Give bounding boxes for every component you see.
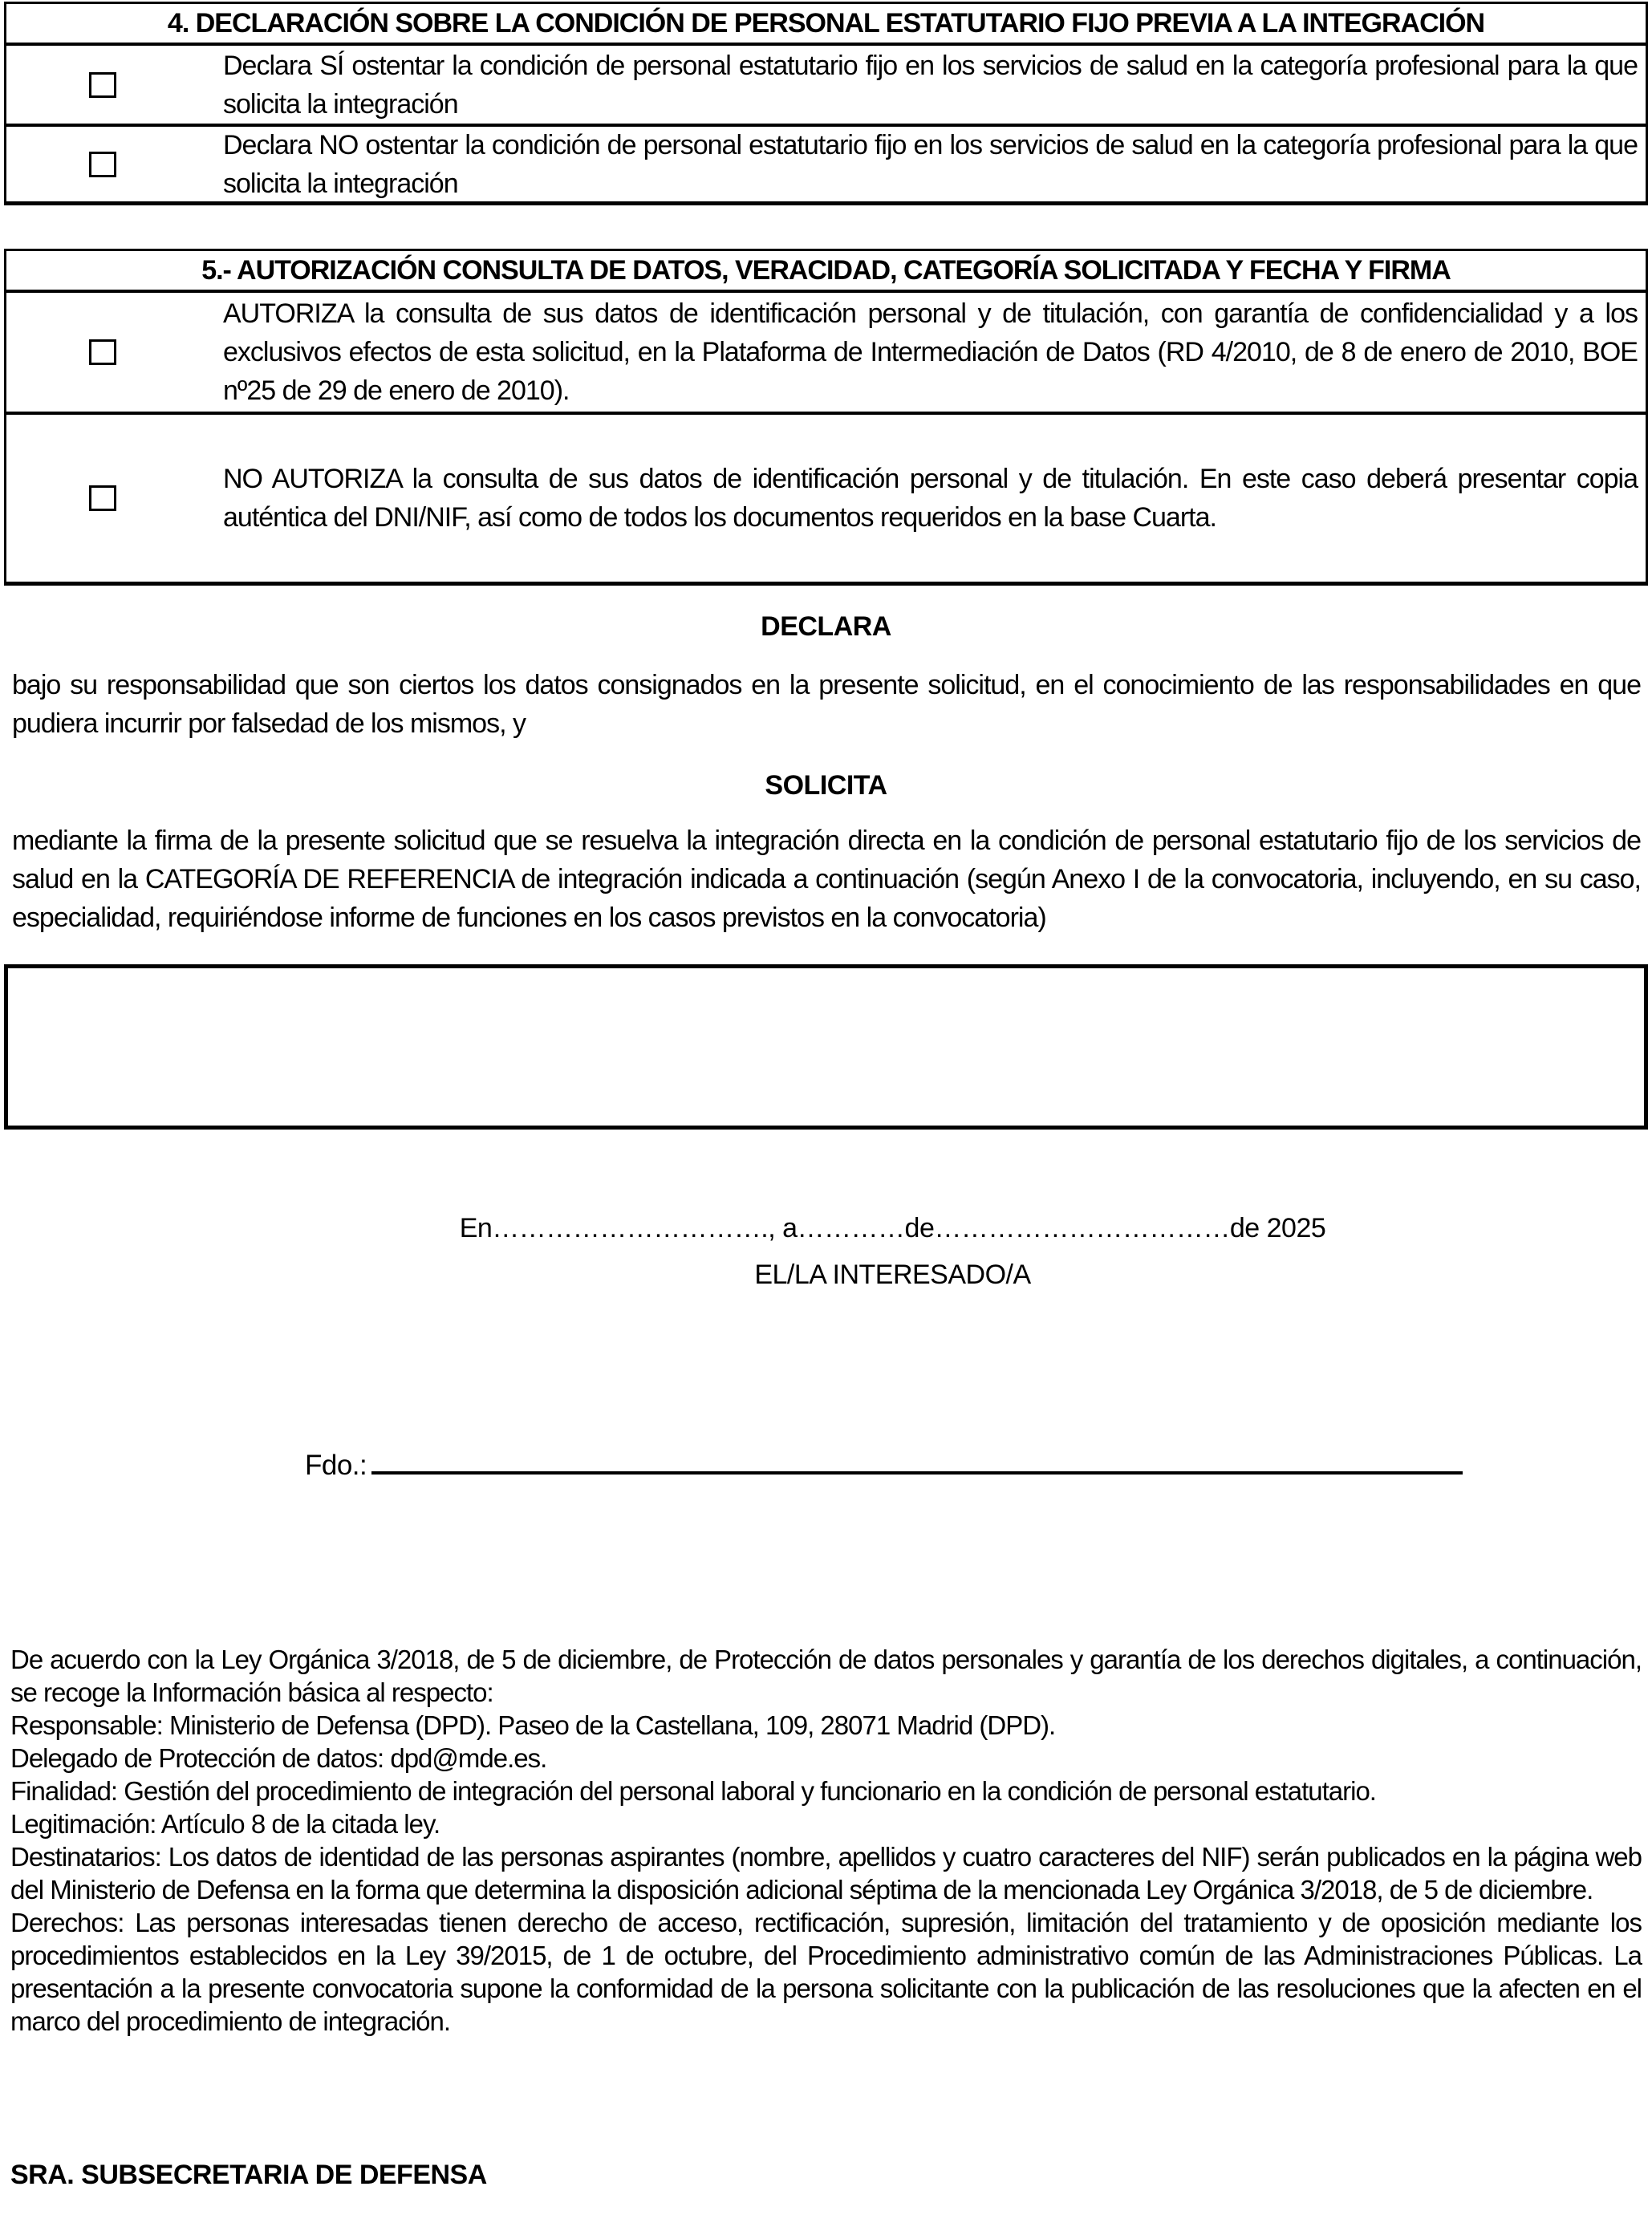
privacy-paragraph-responsable: Responsable: Ministerio de Defensa (DPD). Paseo de la Castellana, 109, 28071 Madrid (DPD). — [10, 1710, 1056, 1740]
checkbox-cell — [6, 293, 223, 412]
section-4-table — [4, 2, 1648, 205]
autoriza-text: AUTORIZA la consulta de sus datos de identificación personal y de titulación, con garantía de confidencialidad y a los exclusivos efectos de esta solicitud, en la Plataforma de Intermediación de Datos (RD 4/2010, de 8 de enero de 2010, BOE nº25 de 29 de enero de 2010). — [223, 298, 1638, 406]
fdo-label: Fdo.: — [305, 1450, 367, 1481]
table-row-declara-no — [6, 124, 1646, 201]
section-4-title: 4. DECLARACIÓN SOBRE LA CONDICIÓN DE PERSONAL ESTATUTARIO FIJO PREVIA A LA INTEGRACIÓN — [6, 4, 1646, 46]
date-fill-line[interactable]: En…………………………., a…………de……………………………de 2025 — [459, 1213, 1326, 1243]
table-row-autoriza — [6, 293, 1646, 412]
table-row-declara-si — [6, 46, 1646, 124]
checkbox-cell — [6, 46, 223, 124]
checkbox-cell — [6, 127, 223, 201]
privacy-paragraph-legitimacion: Legitimación: Artículo 8 de la citada ley. — [10, 1809, 440, 1839]
checkbox-declara-si[interactable] — [89, 72, 116, 98]
no-autoriza-text: NO AUTORIZA la consulta de sus datos de identificación personal y de titulación. En este caso deberá presentar copia auténtica del DNI/NIF, así como de todos los documentos requeridos en la base Cuarta. — [223, 464, 1638, 533]
declara-si-text: Declara SÍ ostentar la condición de personal estatutario fijo en los servicios de salud en la categoría profesional para la que solicita la integración — [223, 50, 1638, 120]
privacy-paragraph-destinatarios: Destinatarios: Los datos de identidad de las personas aspirantes (nombre, apellidos y cuatro caracteres del NIF) serán publicados en la página web del Ministerio de Defensa en la forma que determina la disposición adicional séptima de la mencionada Ley Orgánica 3/2018, de 5 de diciembre. — [10, 1842, 1642, 1905]
checkbox-declara-no[interactable] — [89, 152, 116, 177]
declara-no-text: Declara NO ostentar la condición de personal estatutario fijo en los servicios de salud en la categoría profesional para la que solicita la integración — [223, 129, 1638, 199]
checkbox-cell — [6, 415, 223, 582]
interested-party-label: EL/LA INTERESADO/A — [754, 1260, 1031, 1290]
addressee-line: SRA. SUBSECRETARIA DE DEFENSA — [10, 2160, 487, 2190]
solicita-heading: SOLICITA — [765, 770, 887, 801]
privacy-paragraph-delegado: Delegado de Protección de datos: dpd@mde.es. — [10, 1743, 547, 1773]
row-text-cell — [223, 415, 1646, 582]
declara-heading: DECLARA — [761, 611, 891, 642]
privacy-paragraph-finalidad: Finalidad: Gestión del procedimiento de integración del personal laboral y funcionario en la condición de personal estatutario. — [10, 1776, 1376, 1806]
section-5-title: 5.- AUTORIZACIÓN CONSULTA DE DATOS, VERACIDAD, CATEGORÍA SOLICITADA Y FECHA Y FIRMA — [6, 251, 1646, 293]
table-row-no-autoriza — [6, 412, 1646, 582]
checkbox-autoriza[interactable] — [89, 339, 116, 365]
row-text-cell — [223, 293, 1646, 412]
signature-line[interactable] — [371, 1442, 1463, 1475]
checkbox-no-autoriza[interactable] — [89, 485, 116, 511]
solicita-paragraph: mediante la firma de la presente solicitud que se resuelva la integración directa en la condición de personal estatutario fijo de los servicios de salud en la CATEGORÍA DE REFERENCIA de integración indicada a continuación (según Anexo I de la convocatoria, incluyendo, en su caso, especialidad, requiriéndose informe de funciones en los casos previstos en la convocatoria) — [12, 825, 1641, 933]
privacy-paragraph-derechos: Derechos: Las personas interesadas tienen derecho de acceso, rectificación, supresión, limitación del tratamiento y de oposición mediante los procedimientos establecidos en la Ley 39/2015, de 1 de octubre, del Procedimiento administrativo común de las Administraciones Públicas. La presentación a la presente convocatoria supone la conformidad de la persona solicitante con la publicación de las resoluciones que la afecten en el marco del procedimiento de integración. — [10, 1908, 1642, 2036]
section-5-table — [4, 249, 1648, 586]
privacy-notice — [10, 1643, 1642, 2038]
category-reference-box[interactable] — [4, 964, 1648, 1130]
fdo-block — [305, 1442, 1463, 1482]
row-text-cell — [223, 46, 1646, 124]
declara-paragraph: bajo su responsabilidad que son ciertos los datos consignados en la presente solicitud, en el conocimiento de las responsabilidades en que pudiera incurrir por falsedad de los mismos, y — [12, 670, 1641, 739]
privacy-paragraph-intro: De acuerdo con la Ley Orgánica 3/2018, de 5 de diciembre, de Protección de datos personales y garantía de los derechos digitales, a continuación, se recoge la Información básica al respecto: — [10, 1645, 1642, 1707]
row-text-cell — [223, 127, 1646, 201]
